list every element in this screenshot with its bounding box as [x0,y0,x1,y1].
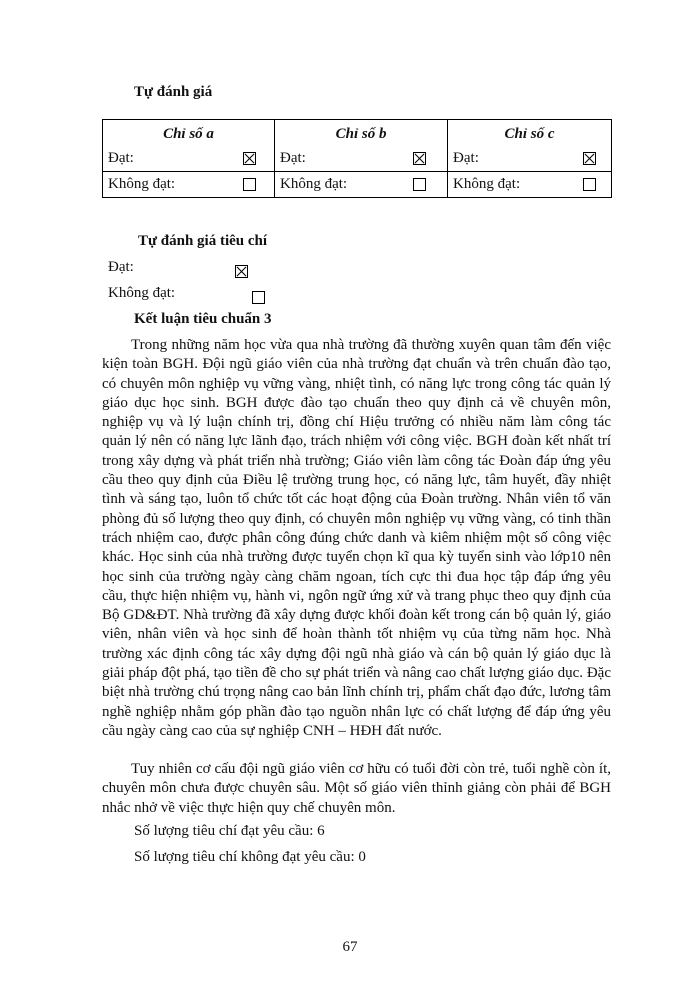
criterion-assessment-title: Tự đánh giá tiêu chí [138,233,268,249]
indicator-c-dat-label: Đạt: [448,146,568,172]
indicator-b-khong-dat-checkbox[interactable] [413,178,426,191]
indicator-a-dat-checkbox[interactable] [243,152,256,165]
indicator-b-dat-checkbox[interactable] [413,152,426,165]
indicator-c-khong-dat-cell [568,172,612,198]
indicator-a-header: Chỉ số a [103,120,275,147]
indicator-b-header: Chỉ số b [275,120,448,147]
criterion-khong-dat-checkbox[interactable] [252,291,265,304]
self-assessment-title: Tự đánh giá [134,84,213,100]
conclusion-paragraph-1: Trong những năm học vừa qua nhà trường đã thường xuyên quan tâm đến việc kiện toàn BGH. Đội ngũ giáo viên của nhà trường đạt chuẩn và trên chuẩn đào tạo, có chuyên môn nghiệp vụ vững vàng, nhiệt tình, có năng lực trong công tác quản lý giáo dục học sinh. BGH được đào tạo chuẩn theo quy định cả về chuyên môn, nghiệp vụ và lý luận chính trị, đồng chí Hiệu trưởng có nhiều năm làm công tác quản lý nên có năng lực lãnh đạo, trách nhiệm với công việc. BGH đoàn kết nhất trí trong xây dựng và phát triển nhà trường; Giáo viên làm công tác Đoàn đáp ứng yêu cầu theo quy định của Điều lệ trường trung học, có năng lực, tâm huyết, đầy nhiệt tình và sáng tạo, luôn tổ chức tốt các hoạt động của Đoàn trường. Nhân viên tổ văn phòng đủ số lượng theo quy định, có chuyên môn nghiệp vụ vững vàng, có tinh thần trách nhiệm cao, được phân công đúng chức danh và kiêm nhiệm một số công việc khác. Học sinh của nhà trường được tuyển chọn kĩ qua kỳ tuyển sinh vào lớp10 nên học sinh của trường ngày càng chăm ngoan, tích cực thi đua học tập đáp ứng yêu cầu, thực hiện nhiệm vụ, hành vi, ngôn ngữ ứng xử và trang phục theo quy định của Bộ GD&ĐT. Nhà trường đã xây dựng được khối đoàn kết trong cán bộ quản lý, giáo viên, nhân viên và học sinh để hoàn thành tốt nhiệm vụ của từng năm học. Nhà trường xác định công tác xây dựng đội ngũ nhà giáo và cán bộ quản lý giáo dục là giải pháp đột phá, tạo tiền đề cho sự phát triển và nâng cao chất lượng giáo dục. Đặc biệt nhà trường chú trọng nâng cao bản lĩnh chính trị, phẩm chất đạo đức, lương tâm nghề nghiệp nhằm góp phần đào tạo nguồn nhân lực có chất lượng để đáp ứng yêu cầu ngày càng cao của sự nghiệp CNH – HĐH đất nước. [102,337,611,739]
indicator-c-khong-dat-checkbox[interactable] [583,178,596,191]
met-criteria-count: Số lượng tiêu chí đạt yêu cầu: 6 [134,823,325,839]
criteria-indicator-table [102,119,612,198]
not-met-criteria-count: Số lượng tiêu chí không đạt yêu cầu: 0 [134,849,366,865]
page-number: 67 [342,939,358,955]
indicator-b-dat-label: Đạt: [275,146,393,172]
indicator-c-dat-cell [568,146,612,172]
indicator-c-dat-checkbox[interactable] [583,152,596,165]
indicator-a-dat-label: Đạt: [103,146,225,172]
conclusion-paragraph-2: Tuy nhiên cơ cấu đội ngũ giáo viên cơ hữu có tuổi đời còn trẻ, tuổi nghề còn ít, chuyên môn chưa được chuyên sâu. Một số giáo viên thỉnh giảng còn phải để BGH nhắc nhở về việc thực hiện quy chế chuyên môn. [102,761,611,816]
indicator-a-khong-dat-label: Không đạt: [103,172,225,198]
criterion-khong-dat-label: Không đạt: [108,285,176,301]
criterion-dat-label: Đạt: [108,259,134,275]
indicator-a-khong-dat-cell [225,172,275,198]
indicator-a-dat-cell [225,146,275,172]
indicator-b-khong-dat-label: Không đạt: [275,172,393,198]
conclusion-title: Kết luận tiêu chuẩn 3 [134,311,272,327]
criterion-dat-checkbox[interactable] [235,265,248,278]
indicator-b-dat-cell [393,146,448,172]
indicator-a-khong-dat-checkbox[interactable] [243,178,256,191]
indicator-b-khong-dat-cell [393,172,448,198]
indicator-c-header: Chỉ số c [448,120,612,147]
indicator-c-khong-dat-label: Không đạt: [448,172,568,198]
